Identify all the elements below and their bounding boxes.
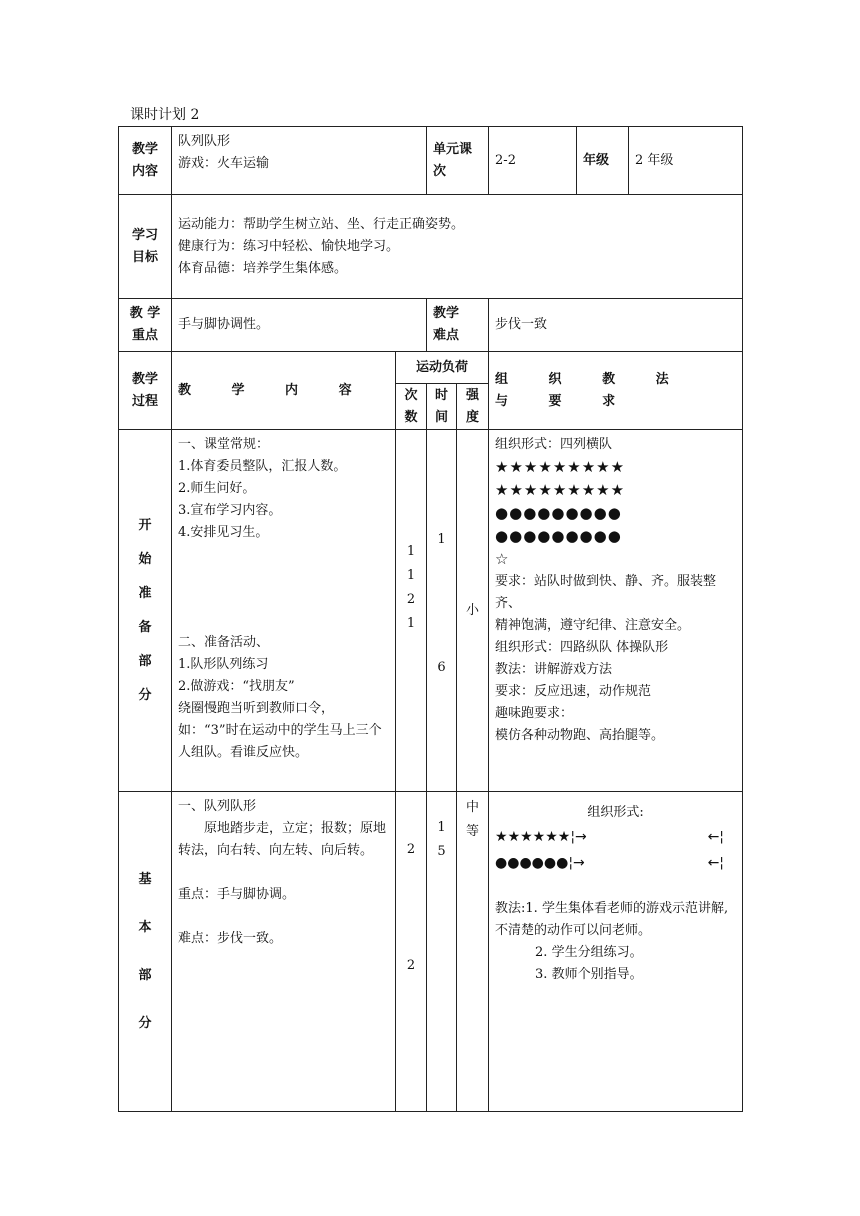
main-organization: 组织形式: ★★★★★★¦→ ←¦ ●●●●●●¦→ ←¦ 教法:1. 学生集体看老师的游戏示范讲解, 不清楚的动作可以问老师。 2. 学生分组练习。 3. 教师个别指导。 xyxy=(489,792,743,1112)
main-time: 1 5 xyxy=(427,792,457,1112)
intensity-header: 强 度 xyxy=(457,384,489,430)
dot-formation-row: ●●●●●●●●● xyxy=(495,504,622,522)
unit-value: 2-2 xyxy=(489,127,577,195)
key-point-value: 手与脚协调性。 xyxy=(172,299,427,352)
load-header: 运动负荷 xyxy=(396,352,489,384)
learning-goals-value: 运动能力：帮助学生树立站、坐、行走正确姿势。 健康行为：练习中轻松、愉快地学习。 体育品德：培养学生集体感。 xyxy=(172,195,743,299)
unit-label: 单元课次 xyxy=(427,127,489,195)
dot-formation-row: ●●●●●●●●● xyxy=(495,527,622,545)
teaching-content-value: 队列队形 游戏：火车运输 xyxy=(172,127,427,195)
lesson-plan-table xyxy=(118,126,743,1112)
warmup-organization: 组织形式：四列横队 ★★★★★★★★★ ★★★★★★★★★ ●●●●●●●●● ●●●●●●●●● ☆ 要求：站队时做到快、静、齐。服装整齐、 精神饱满，遵守纪律、注意安全。 组织形式：四路纵队 体操队形 教法：讲解游戏方法 要求：反应迅速，动作规范 趣味跑要求： 模仿各种动物跑、高抬腿等。 xyxy=(489,430,743,792)
warmup-section-label: 开 始 准 备 部 分 xyxy=(119,430,172,792)
org-header: 组 织 教 法 与 要 求 xyxy=(489,352,743,430)
count-header: 次 数 xyxy=(396,384,427,430)
main-section-label: 基 本 部 分 xyxy=(119,792,172,1112)
warmup-count: 1 1 2 1 xyxy=(396,430,427,792)
page-title: 课时计划 2 xyxy=(130,107,200,123)
teacher-star-icon: ☆ xyxy=(495,550,510,568)
main-intensity: 中 等 xyxy=(457,792,489,1112)
content-header: 教 学 内 容 xyxy=(172,352,396,430)
warmup-content: 一、课堂常规： 1.体育委员整队，汇报人数。 2.师生问好。 3.宣布学习内容。 4.安排见习生。 二、准备活动、 1.队形队列练习 2.做游戏：“找朋友” 绕圈慢跑当听到教师口令，如：“3”时在运动中的学生马上三个人组队。看谁反应快。 xyxy=(172,430,396,792)
star-column-formation: ★★★★★★¦→ ←¦ xyxy=(495,829,725,845)
main-count: 2 2 xyxy=(396,792,427,1112)
warmup-time: 1 6 xyxy=(427,430,457,792)
grade-label: 年级 xyxy=(577,127,629,195)
process-label: 教学 过程 xyxy=(119,352,172,430)
time-header: 时 间 xyxy=(427,384,457,430)
learning-goals-label: 学习 目标 xyxy=(119,195,172,299)
warmup-intensity: 小 xyxy=(457,430,489,792)
key-point-label: 教 学 重点 xyxy=(119,299,172,352)
difficulty-label: 教学 难点 xyxy=(427,299,489,352)
grade-value: 2 年级 xyxy=(629,127,743,195)
main-content: 一、队列队形 原地踏步走，立定；报数；原地转法，向右转、向左转、向后转。 重点：手与脚协调。 难点：步伐一致。 xyxy=(172,792,396,1112)
star-formation-row: ★★★★★★★★★ xyxy=(495,458,626,476)
dot-column-formation: ●●●●●●¦→ ←¦ xyxy=(495,855,725,871)
difficulty-value: 步伐一致 xyxy=(489,299,743,352)
star-formation-row: ★★★★★★★★★ xyxy=(495,481,626,499)
teaching-content-label: 教学 内容 xyxy=(119,127,172,195)
